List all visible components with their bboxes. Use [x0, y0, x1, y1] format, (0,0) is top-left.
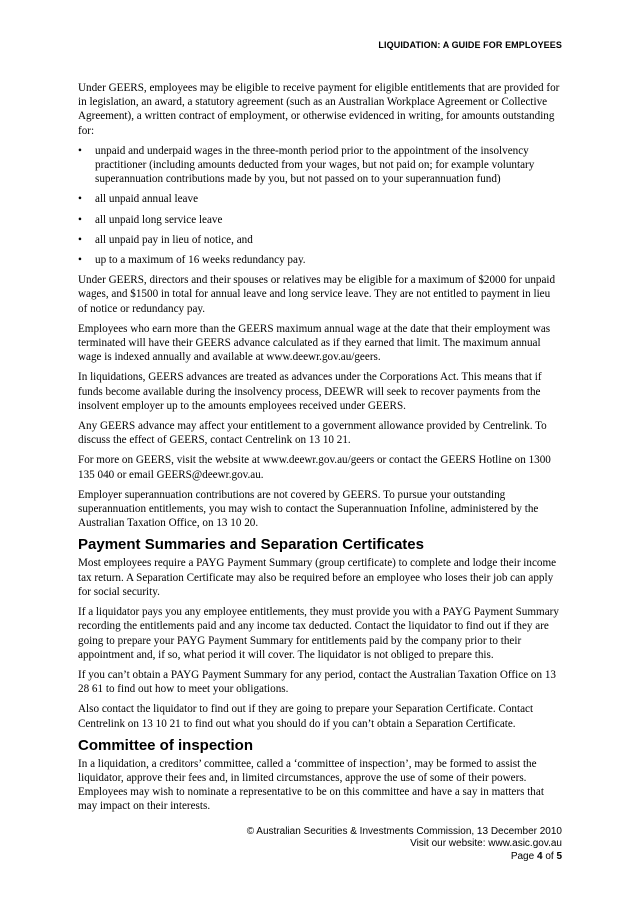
page-footer [247, 826, 562, 863]
list-item-text: all unpaid annual leave [95, 193, 199, 206]
paragraph-payg-ato: If you can’t obtain a PAYG Payment Summary for any period, contact the Australian Taxation Office on 13 28 61 to find out how to meet your obligations. [78, 668, 556, 696]
section-heading-payment-summaries: Payment Summaries and Separation Certificates [78, 536, 424, 554]
section-heading-committee: Committee of inspection [78, 736, 254, 754]
paragraph-payg-intro: Most employees require a PAYG Payment Summary (group certificate) to complete and lodge their income tax return. A Separation Certificate may also be required before an employee who loses their job can apply for social security. [78, 557, 557, 598]
page-total: 5 [556, 850, 562, 862]
document-body [78, 81, 562, 820]
entitlements-list [78, 144, 562, 267]
paragraph-payg-liquidator: If a liquidator pays you any employee entitlements, they must provide you with a PAYG Payment Summary recording the entitlements paid and any income tax deducted. Contact the liquidator to find out if they are going to prepare your PAYG Payment Summary for entitlements paid by the company prior to their appointment and, if so, what period it will cover. The liquidator is not obliged to prepare this. [78, 606, 559, 661]
list-item-text: all unpaid pay in lieu of notice, and [95, 233, 253, 246]
paragraph-committee: In a liquidation, a creditors’ committee, called a ‘committee of inspection’, may be formed to assist the liquidator, approve their fees and, in limited circumstances, approve the use of some of their powers. Employees may wish to nominate a representative to be on this committee and have a say in matters that may impact on their interests. [78, 757, 544, 813]
paragraph-advances: In liquidations, GEERS advances are treated as advances under the Corporations Act. This means that if funds become available during the insolvency process, DEEWR will seek to recover payments from the insolvent employer up to the amounts employees received under GEERS. [78, 371, 542, 412]
copyright-notice: © Australian Securities & Investments Commission, 13 December 2010 [246, 826, 562, 837]
paragraph-maximum-wage: Employees who earn more than the GEERS maximum annual wage at the date that their employment was terminated will have their GEERS advance calculated as if they earned that limit. The maximum annual wage is indexed annually and available at www.deewr.gov.au/geers. [78, 322, 551, 364]
list-item [78, 233, 562, 247]
paragraph-centrelink: Any GEERS advance may affect your entitlement to a government allowance provided by Centrelink. To discuss the effect of GEERS, contact Centrelink on 13 10 21. [78, 420, 547, 447]
paragraph-geers-contact: For more on GEERS, visit the website at www.deewr.gov.au/geers or contact the GEERS Hotline on 1300 135 040 or email GEERS@deewr.gov.au. [78, 454, 551, 481]
paragraph-directors: Under GEERS, directors and their spouses or relatives may be eligible for a maximum of $2000 for unpaid wages, and $1500 in total for annual leave and long service leave. They are not entitled to payment in lieu of notice or redundancy pay. [78, 274, 556, 315]
bullet-icon: • [78, 233, 82, 246]
bullet-icon: • [78, 254, 82, 267]
list-item-text: unpaid and underpaid wages in the three-month period prior to the appointment of the insolvency practitioner (including amounts deducted from your wages, but not paid on; for example voluntary superannuation contributions made by you, but not passed on to your superannuation fund) [95, 144, 535, 186]
list-item-text: all unpaid long service leave [95, 213, 223, 226]
list-item [78, 144, 562, 187]
bullet-icon: • [78, 213, 82, 226]
page-current: 4 [536, 850, 543, 862]
bullet-icon: • [78, 193, 82, 206]
paragraph-separation-certificate: Also contact the liquidator to find out if they are going to prepare your Separation Certificate. Contact Centrelink on 13 10 21 to find out what you should do if you can’t obtain a Separation Certificate. [78, 703, 534, 730]
running-header: LIQUIDATION: A GUIDE FOR EMPLOYEES [378, 40, 562, 50]
page-word: Page [510, 850, 535, 862]
page-of: of [545, 850, 554, 862]
paragraph-superannuation: Employer superannuation contributions are not covered by GEERS. To pursue your outstanding superannuation entitlements, you may wish to contact the Superannuation Infoline, administered by the Australian Taxation Office, on 13 10 20. [78, 488, 539, 530]
list-item-text: up to a maximum of 16 weeks redundancy pay. [95, 254, 306, 267]
page-number [247, 851, 562, 863]
list-item [78, 192, 562, 206]
website-notice: Visit our website: www.asic.gov.au [410, 838, 562, 850]
list-item [78, 213, 562, 227]
bullet-icon: • [78, 144, 82, 157]
intro-paragraph: Under GEERS, employees may be eligible to receive payment for eligible entitlements that are provided for in legislation, an award, a statutory agreement (such as an Australian Workplace Agreement or Collective Agreement), a written contract of employment, or otherwise evidenced in writing, for amounts outstanding for: [78, 82, 560, 137]
list-item [78, 253, 562, 267]
